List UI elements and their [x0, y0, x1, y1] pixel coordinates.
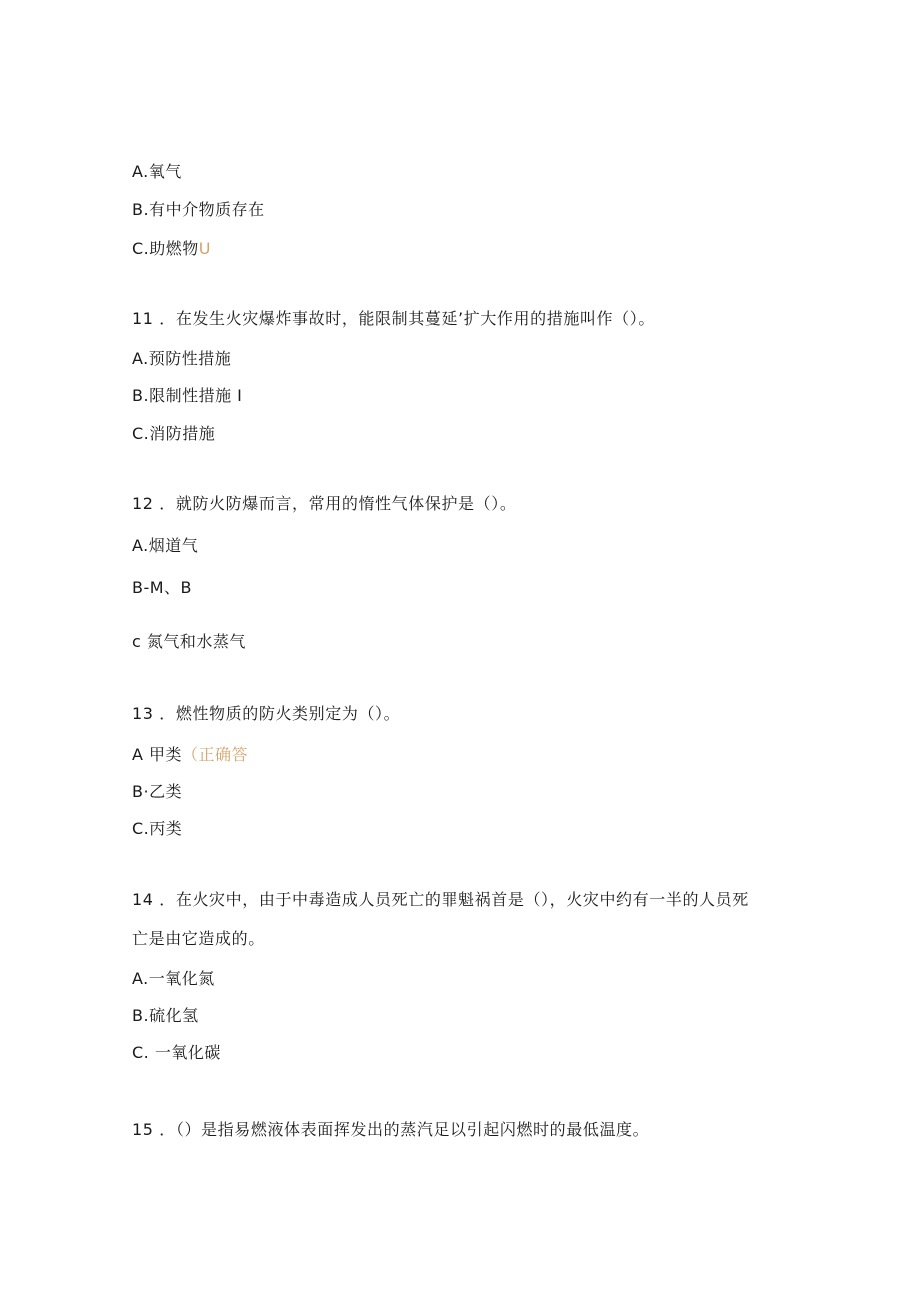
- option-text: B.限制性措施 I: [132, 386, 243, 405]
- question-text: 14 ．在火灾中，由于中毒造成人员死亡的罪魁祸首是（），火灾中约有一半的人员死: [132, 890, 749, 909]
- question-text: 11 ．在发生火灾爆炸事故时，能限制其蔓延’扩大作用的措施叫作（）。: [132, 309, 655, 328]
- option-text: A.烟道气: [132, 536, 199, 555]
- option-text: B·乙类: [132, 782, 183, 801]
- question-text: 15 ．（）是指易燃液体表面挥发出的蒸汽足以引起闪燃时的最低温度。: [132, 1120, 650, 1139]
- option-text: B.硫化氢: [132, 1006, 199, 1025]
- q10-option-a: [132, 162, 182, 182]
- q13-option-b: [132, 782, 182, 802]
- answer-mark: U: [198, 239, 211, 258]
- q13-option-c: [132, 819, 182, 839]
- option-text: B-M、B: [132, 578, 193, 597]
- question-15: [132, 1120, 649, 1140]
- option-text: C. 一氧化碳: [132, 1043, 221, 1062]
- q11-option-c: [132, 424, 215, 444]
- q10-option-b: [132, 200, 265, 220]
- q14-option-b: [132, 1006, 199, 1026]
- question-text: 13 ．燃性物质的防火类别定为（）。: [132, 704, 401, 723]
- q14-option-c: [132, 1043, 221, 1063]
- q14-option-a: [132, 969, 215, 989]
- q10-option-c: [132, 239, 211, 259]
- option-text: C.丙类: [132, 819, 183, 838]
- answer-mark: （正确答: [182, 745, 249, 764]
- q13-option-a: [132, 745, 248, 765]
- option-text: B.有中介物质存在: [132, 200, 265, 219]
- option-text: c 氮气和水蒸气: [132, 632, 246, 651]
- option-text: C.助燃物: [132, 239, 199, 258]
- q12-option-b: [132, 578, 192, 598]
- option-text: A.一氧化氮: [132, 969, 215, 988]
- option-text: C.消防措施: [132, 424, 216, 443]
- option-text: A.预防性措施: [132, 349, 232, 368]
- question-text: 亡是由它造成的。: [132, 929, 265, 948]
- q12-option-a: [132, 536, 198, 556]
- q11-option-a: [132, 349, 231, 369]
- question-11: [132, 309, 655, 329]
- option-text: A 甲类: [132, 745, 183, 764]
- q11-option-b: [132, 386, 242, 406]
- q12-option-c: [132, 632, 246, 652]
- question-text: 12 ．就防火防爆而言，常用的惰性气体保护是（）。: [132, 494, 517, 513]
- question-14: [132, 890, 749, 910]
- option-text: A.氧气: [132, 162, 182, 181]
- question-13: [132, 704, 400, 724]
- question-14-continuation: [132, 929, 265, 949]
- question-12: [132, 494, 516, 514]
